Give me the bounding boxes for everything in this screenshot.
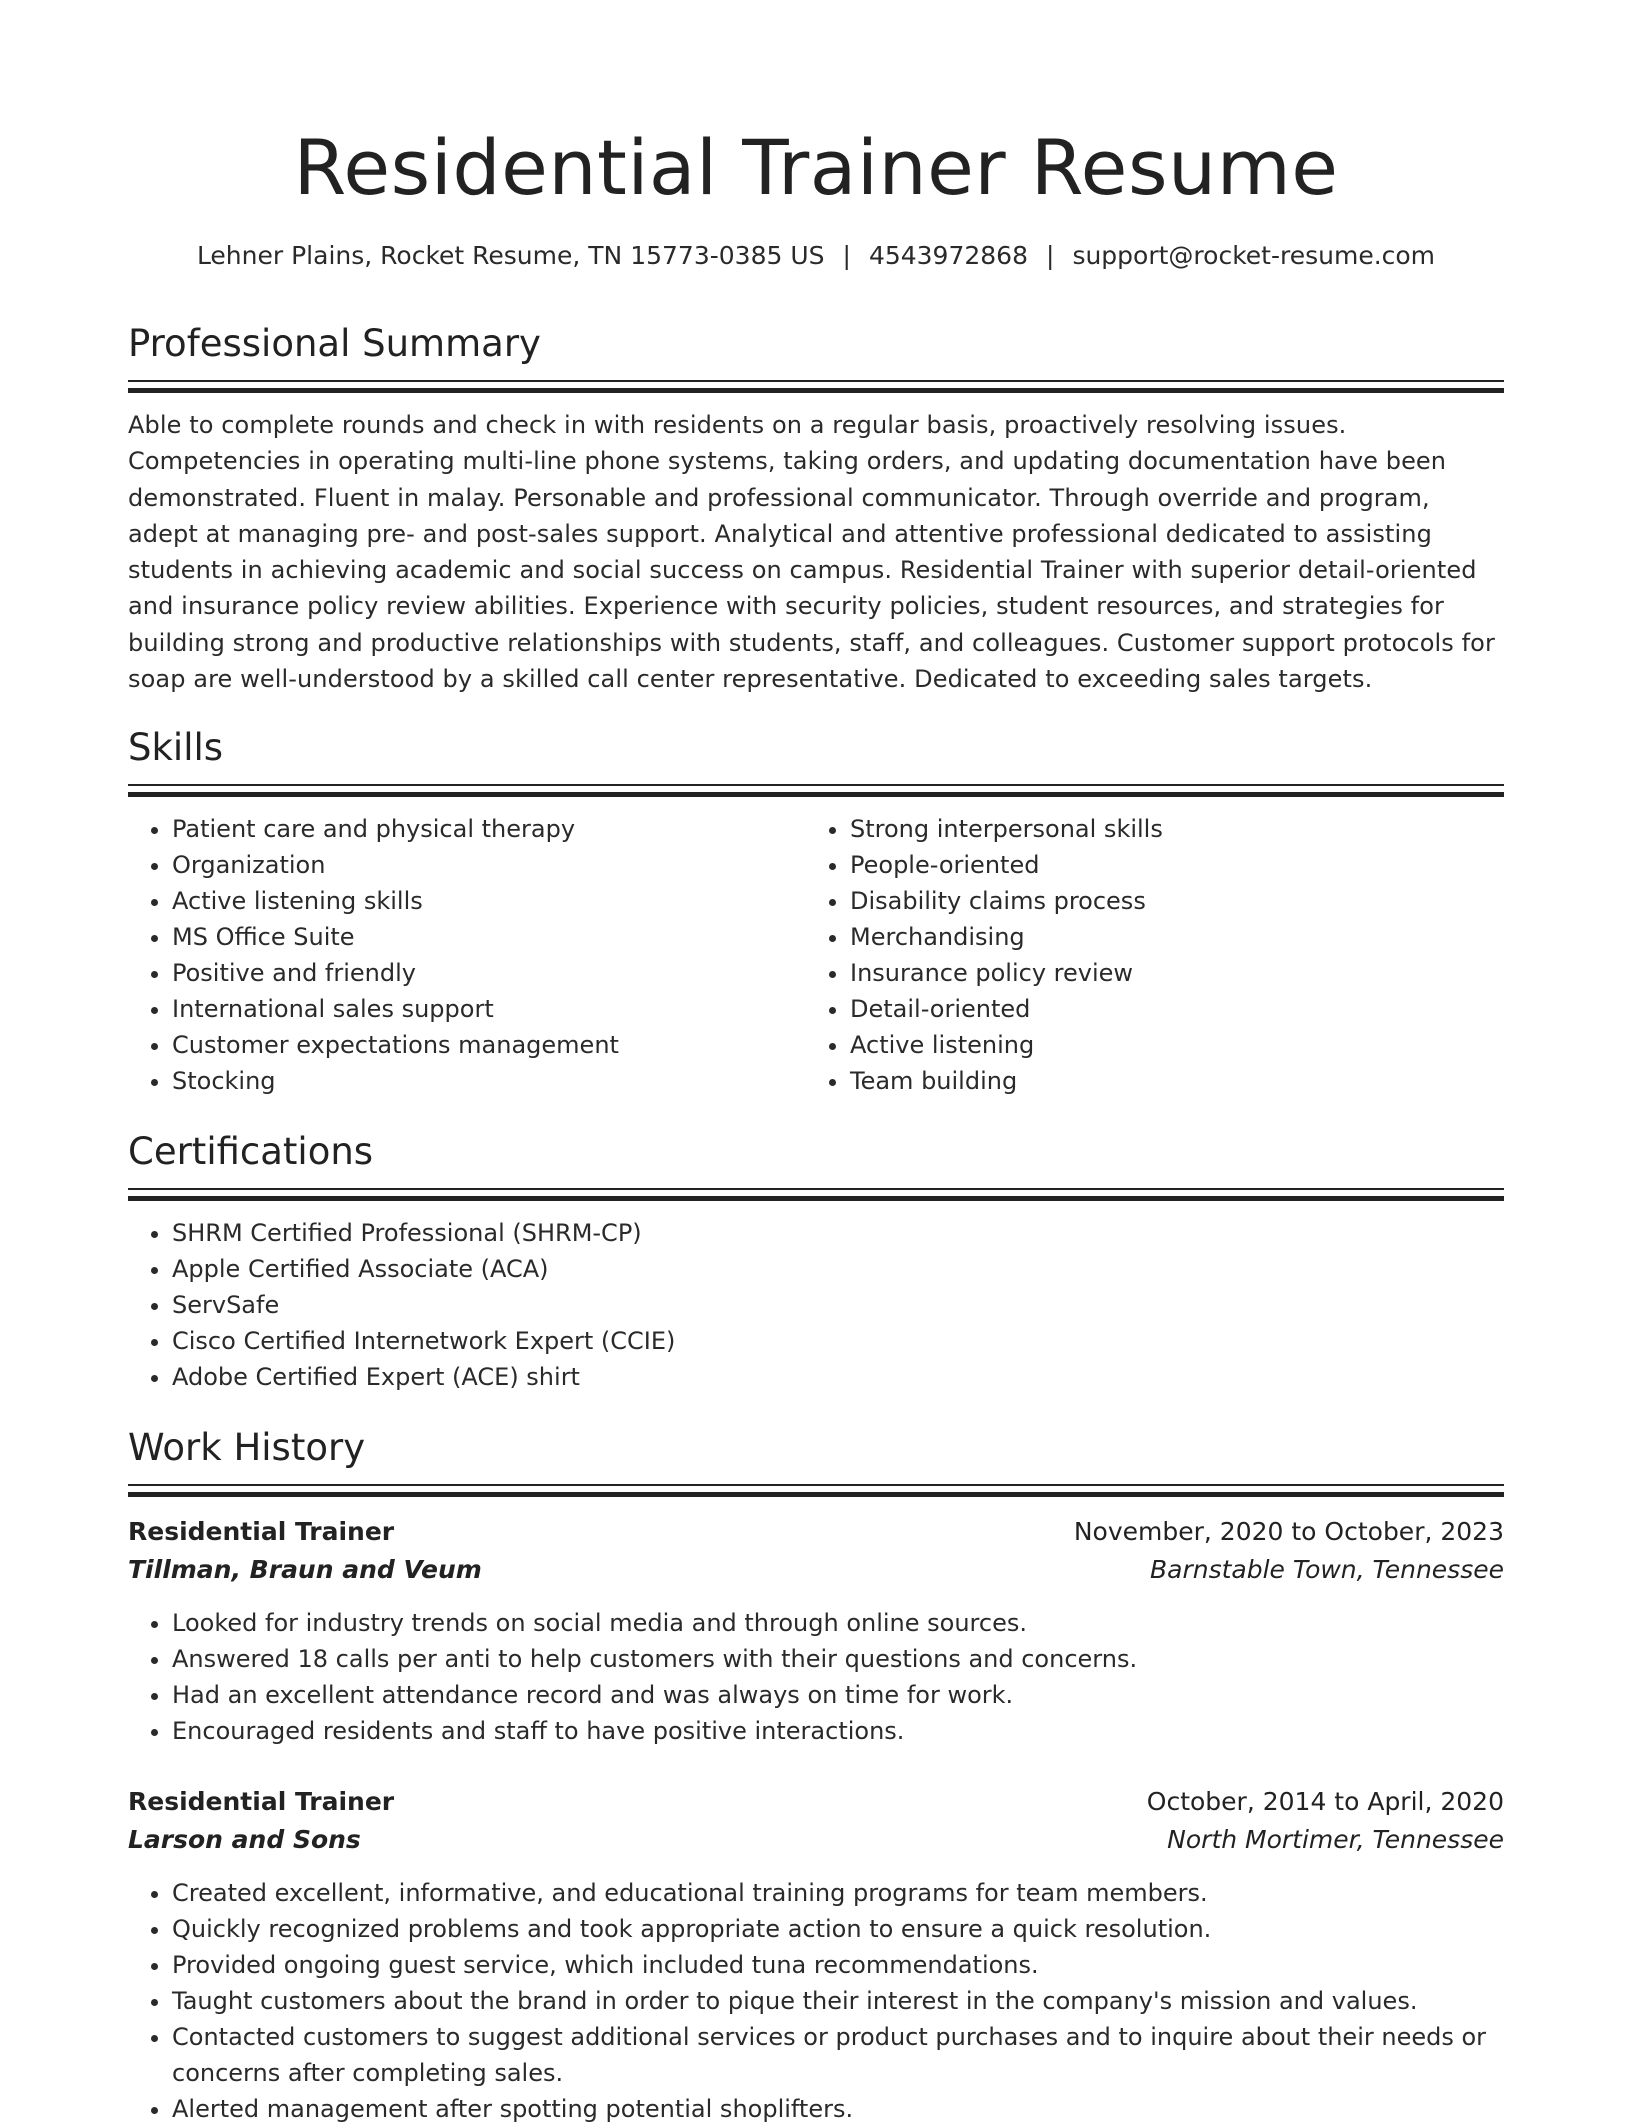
section-summary — [128, 320, 1504, 697]
skill-item: • Positive and friendly — [172, 955, 806, 991]
job-company: Larson and Sons — [128, 1825, 361, 1854]
section-rule-thick — [128, 1492, 1504, 1497]
contact-address: Lehner Plains, Rocket Resume, TN 15773-0385 US — [196, 241, 825, 270]
section-heading: Work History — [128, 1426, 366, 1469]
skill-item: • International sales support — [172, 991, 806, 1027]
job-title: Residential Trainer — [128, 1787, 395, 1816]
job-bullet: • Taught customers about the brand in order to pique their interest in the company's mission and values. — [172, 1983, 1504, 2019]
skill-item: • Organization — [172, 847, 806, 883]
job-bullet: • Had an excellent attendance record and was always on time for work. — [172, 1677, 1504, 1713]
summary-text: Able to complete rounds and check in with residents on a regular basis, proactively resolving issues. Competencies in operating multi-line phone systems, taking orders, and updating documentation have been demonstrated. Fluent in malay. Personable and professional communicator. Through override and program, adept at managing pre- and post-sales support. Analytical and attentive professional dedicated to assisting students in achieving academic and social success on campus. Residential Trainer with superior detail-oriented and insurance policy review abilities. Experience with security policies, student resources, and strategies for building strong and productive relationships with students, staff, and colleagues. Customer support protocols for soap are well-understood by a skilled call center representative. Dedicated to exceeding sales targets. — [128, 411, 1495, 694]
contact-phone: 4543972868 — [868, 241, 1028, 270]
section-heading: Skills — [128, 726, 224, 769]
job-bullet: • Provided ongoing guest service, which included tuna recommendations. — [172, 1947, 1504, 1983]
section-rule-thin — [128, 1188, 1504, 1190]
skill-item: • Strong interpersonal skills — [850, 811, 1484, 847]
skill-item: • Patient care and physical therapy — [172, 811, 806, 847]
job-location: Barnstable Town, Tennessee — [1150, 1555, 1504, 1584]
job-bullet: • Alerted management after spotting potential shoplifters. — [172, 2091, 1504, 2127]
job-bullet: • Created excellent, informative, and educational training programs for team members. — [172, 1875, 1504, 1911]
job-subheader — [128, 1551, 1504, 1589]
skill-item: • Insurance policy review — [850, 955, 1484, 991]
job-header — [128, 1783, 1504, 1821]
skill-item: • Customer expectations management — [172, 1027, 806, 1063]
job-location: North Mortimer, Tennessee — [1167, 1825, 1504, 1854]
section-rule-thin — [128, 1484, 1504, 1486]
section-heading: Professional Summary — [128, 322, 541, 365]
job-dates: November, 2020 to October, 2023 — [1073, 1517, 1504, 1546]
skill-item: • Stocking — [172, 1063, 806, 1099]
resume-title: Residential Trainer Resume — [293, 123, 1339, 212]
job-company: Tillman, Braun and Veum — [128, 1555, 482, 1584]
section-certifications — [128, 1128, 1504, 1395]
contact-separator: | — [842, 241, 851, 270]
job-dates: October, 2014 to April, 2020 — [1146, 1787, 1504, 1816]
section-rule-thin — [128, 380, 1504, 382]
job-entry — [128, 1513, 1504, 1749]
job-header — [128, 1513, 1504, 1551]
certification-item: • Cisco Certified Internetwork Expert (CCIE) — [172, 1323, 1504, 1359]
certification-item: • ServSafe — [172, 1287, 1504, 1323]
contact-line — [128, 238, 1504, 274]
skills-column-left — [128, 797, 806, 1099]
job-bullet: • Contacted customers to suggest additional services or product purchases and to inquire about their needs or concerns after completing sales. — [172, 2019, 1504, 2091]
section-work-history — [128, 1424, 1504, 2127]
skill-item: • People-oriented — [850, 847, 1484, 883]
section-rule-thin — [128, 784, 1504, 786]
job-bullet: • Quickly recognized problems and took appropriate action to ensure a quick resolution. — [172, 1911, 1504, 1947]
skill-item: • Detail-oriented — [850, 991, 1484, 1027]
job-bullet: • Looked for industry trends on social media and through online sources. — [172, 1605, 1504, 1641]
section-skills — [128, 724, 1504, 1099]
skills-columns — [128, 797, 1504, 1099]
contact-email: support@rocket-resume.com — [1072, 241, 1436, 270]
job-bullet: • Encouraged residents and staff to have positive interactions. — [172, 1713, 1504, 1749]
skills-column-right — [806, 797, 1484, 1099]
skill-item: • Disability claims process — [850, 883, 1484, 919]
skill-item: • Team building — [850, 1063, 1484, 1099]
skill-item: • Active listening — [850, 1027, 1484, 1063]
certification-item: • SHRM Certified Professional (SHRM-CP) — [172, 1215, 1504, 1251]
contact-separator: | — [1046, 241, 1055, 270]
section-rule-thick — [128, 388, 1504, 393]
section-rule-thick — [128, 1196, 1504, 1201]
section-heading: Certifications — [128, 1130, 374, 1173]
job-entry — [128, 1783, 1504, 2127]
skill-item: • MS Office Suite — [172, 919, 806, 955]
certification-item: • Apple Certified Associate (ACA) — [172, 1251, 1504, 1287]
certification-item: • Adobe Certified Expert (ACE) shirt — [172, 1359, 1504, 1395]
job-title: Residential Trainer — [128, 1517, 395, 1546]
skill-item: • Active listening skills — [172, 883, 806, 919]
skill-item: • Merchandising — [850, 919, 1484, 955]
job-bullet: • Answered 18 calls per anti to help customers with their questions and concerns. — [172, 1641, 1504, 1677]
job-subheader — [128, 1821, 1504, 1859]
